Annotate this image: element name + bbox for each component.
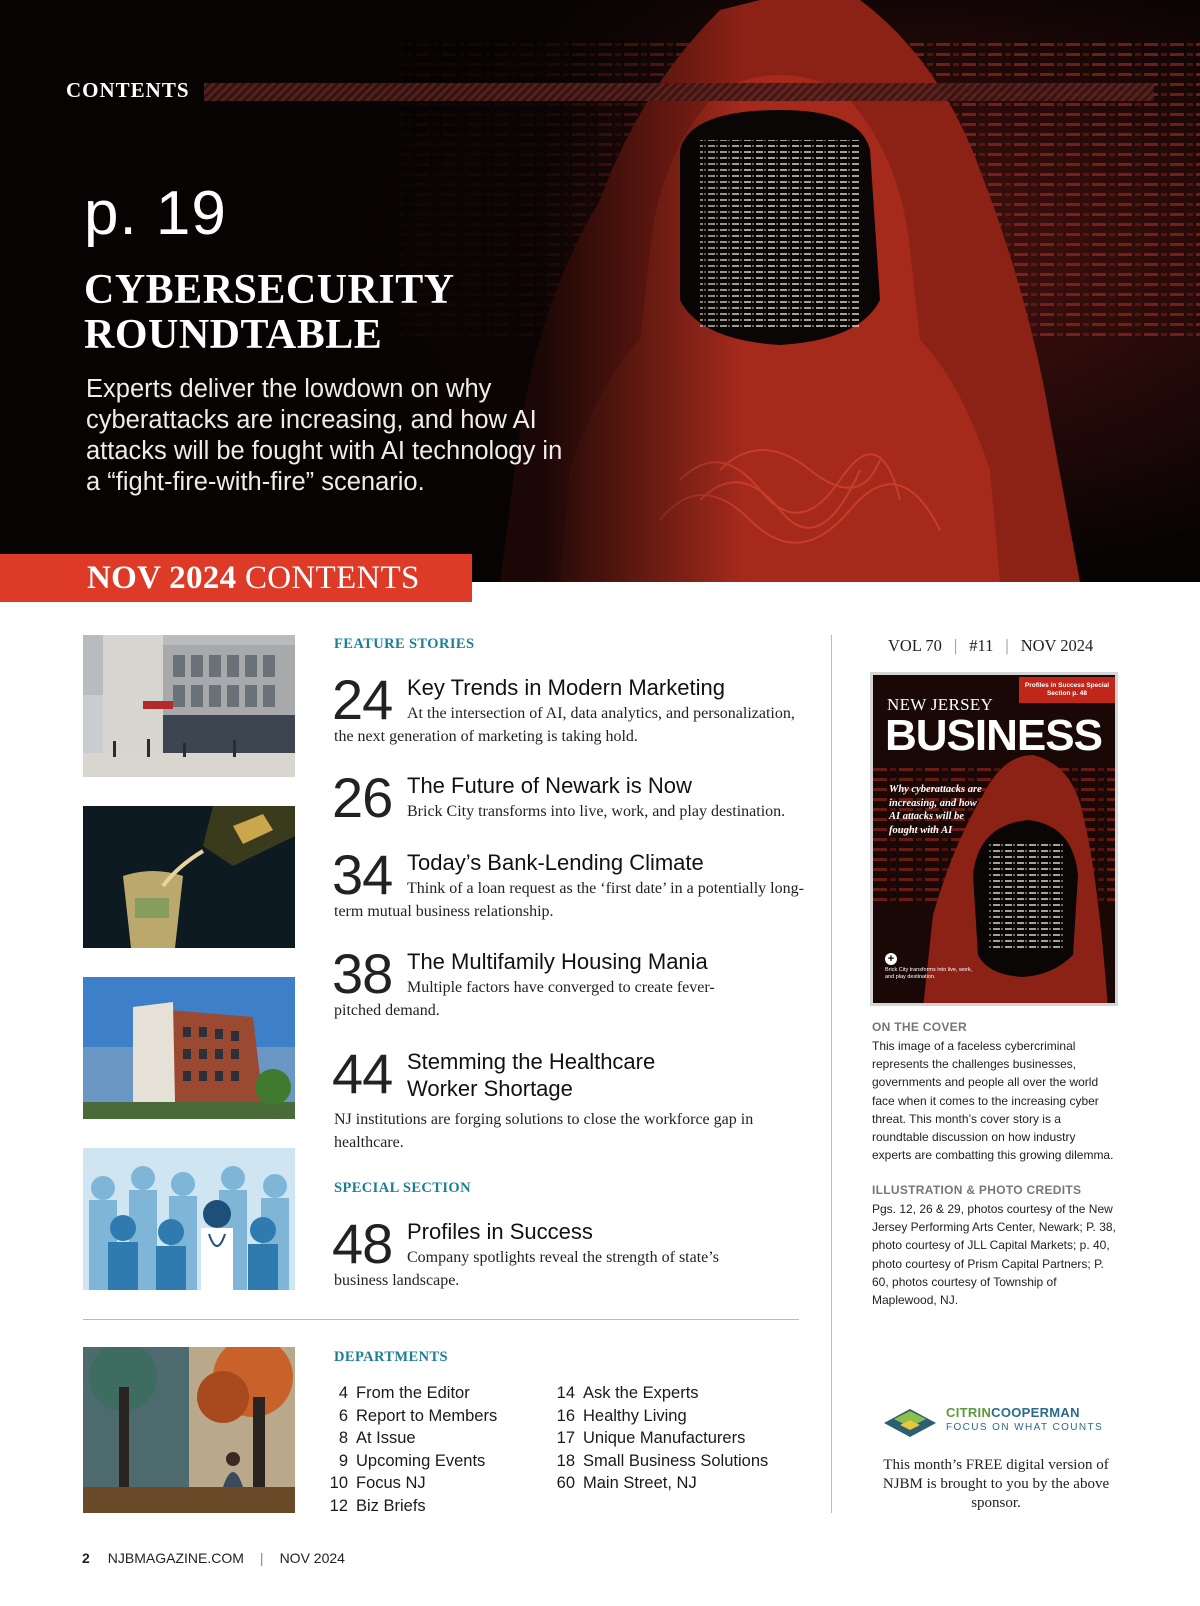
- story-item[interactable]: [332, 1042, 804, 1151]
- page-number: 2: [82, 1550, 90, 1566]
- cover-story-subtitle: Experts deliver the lowdown on why cyberattacks are increasing, and how AI attacks will be fought with AI technology in a “fight-fire-with-fire” scenario.: [86, 375, 563, 496]
- story-item[interactable]: [332, 843, 804, 927]
- story-page-number: 24: [332, 668, 393, 731]
- footer-site[interactable]: NJBMAGAZINE.COM: [107, 1550, 244, 1566]
- story-title: Today’s Bank-Lending Climate: [407, 850, 704, 875]
- issue-contents-banner: [0, 554, 472, 602]
- credits-heading: ILLUSTRATION & PHOTO CREDITS: [872, 1183, 1082, 1197]
- page-footer: [82, 1550, 345, 1566]
- thumbnail-autumn-trees: [83, 1347, 295, 1513]
- departments-heading: DEPARTMENTS: [334, 1349, 448, 1365]
- story-item[interactable]: [332, 942, 804, 1026]
- department-item[interactable]: 10 Focus NJ: [329, 1474, 426, 1492]
- separator: |: [1005, 636, 1009, 655]
- thumbnail-apartment-building: [83, 977, 295, 1119]
- department-item[interactable]: 60 Main Street, NJ: [556, 1474, 697, 1492]
- banner-date: NOV 2024: [87, 560, 237, 596]
- cover-story-title-line1: CYBERSECURITY: [84, 267, 455, 313]
- department-item[interactable]: 9 Upcoming Events: [338, 1451, 486, 1470]
- department-item[interactable]: 8 At Issue: [338, 1429, 416, 1447]
- section-label: CONTENTS: [66, 78, 190, 102]
- special-section-heading: SPECIAL SECTION: [334, 1180, 471, 1196]
- feature-stories-heading: FEATURE STORIES: [334, 636, 475, 652]
- story-title: Stemming the Healthcare Worker Shortage: [407, 1049, 656, 1101]
- section-rule: [204, 83, 1154, 101]
- issue-number: #11: [969, 636, 994, 655]
- department-item[interactable]: 6 Report to Members: [338, 1406, 498, 1425]
- thumbnail-marketing-building: [83, 635, 295, 777]
- story-description: Multiple factors have converged to create fever-pitched demand.: [334, 979, 715, 1019]
- story-item[interactable]: [332, 766, 804, 830]
- story-title: Key Trends in Modern Marketing: [407, 675, 725, 700]
- thumbnail-champagne-pour: [83, 806, 295, 948]
- separator: |: [953, 636, 958, 655]
- cover-tagline: Why cyberattacks are increasing, and how AI attacks will be fought with AI: [889, 784, 982, 836]
- departments-list-right: [553, 1382, 768, 1495]
- story-page-number: 48: [332, 1212, 393, 1275]
- sponsor-note: This month’s FREE digital version of NJBM is brought to you by the above sponsor.: [882, 1457, 1110, 1511]
- department-item[interactable]: 4 From the Editor: [338, 1384, 470, 1402]
- story-description: Company spotlights reveal the strength of state’s business landscape.: [334, 1249, 719, 1289]
- volume-number: VOL 70: [888, 636, 942, 655]
- departments-list-left: [326, 1382, 497, 1517]
- magazine-cover-thumbnail[interactable]: [870, 672, 1118, 1006]
- story-description: NJ institutions are forging solutions to close the workforce gap in healthcare.: [334, 1111, 754, 1151]
- cover-story-page-ref: p. 19: [84, 179, 227, 248]
- on-the-cover-text: This image of a faceless cybercriminal represents the challenges businesses, governments and people all over the world face when it comes to the increasing cyber threat. This month’s cover story is a roundtable discussion on how industry experts are combatting this growing dilemma.: [872, 1039, 1114, 1163]
- banner-label: CONTENTS: [236, 560, 420, 596]
- issue-date: NOV 2024: [1020, 636, 1094, 655]
- department-item[interactable]: 14 Ask the Experts: [556, 1384, 699, 1402]
- department-item[interactable]: 16 Healthy Living: [556, 1406, 687, 1425]
- column-divider: [831, 635, 832, 1513]
- story-description: Brick City transforms into live, work, and play destination.: [407, 803, 786, 820]
- plus-icon: +: [885, 953, 897, 965]
- department-item[interactable]: 12 Biz Briefs: [329, 1496, 426, 1515]
- story-title: The Multifamily Housing Mania: [407, 949, 708, 974]
- footer-date: NOV 2024: [279, 1550, 345, 1566]
- story-description: Think of a loan request as the ‘first date’ in a potentially long-term mutual business relationship.: [334, 880, 804, 920]
- cover-badge: Profiles in Success Special Section p. 48: [1019, 677, 1115, 703]
- sponsor-name: CITRINCOOPERMAN: [946, 1405, 1080, 1420]
- story-item[interactable]: [332, 668, 804, 752]
- story-description: At the intersection of AI, data analytics, and personalization, the next generation of marketing is taking hold.: [334, 705, 795, 745]
- story-title: The Future of Newark is Now: [407, 773, 692, 798]
- cover-masthead-top: NEW JERSEY: [887, 695, 994, 714]
- section-divider: [83, 1319, 799, 1320]
- hero-banner: [0, 0, 1200, 582]
- story-item[interactable]: [332, 1212, 804, 1296]
- story-page-number: 38: [332, 942, 393, 1005]
- on-the-cover-heading: ON THE COVER: [872, 1020, 967, 1034]
- credits-text: Pgs. 12, 26 & 29, photos courtesy of the New Jersey Performing Arts Center, Newark; P. 38, photo courtesy of JLL Capital Markets; p. 40, photo courtesy of Prism Capital Partners; P. 60, photos courtesy of Township of Maplewood, NJ.: [872, 1202, 1116, 1308]
- story-page-number: 26: [332, 766, 393, 829]
- story-page-number: 34: [332, 843, 393, 906]
- cover-masthead-main: BUSINESS: [885, 711, 1102, 760]
- story-page-number: 44: [332, 1042, 393, 1105]
- issue-info: [888, 636, 1093, 656]
- department-item[interactable]: 17 Unique Manufacturers: [556, 1429, 746, 1447]
- thumbnail-healthcare-crowd: [83, 1148, 295, 1290]
- sponsor-tagline: FOCUS ON WHAT COUNTS: [946, 1422, 1104, 1433]
- cover-story-title-line2: ROUNDTABLE: [84, 312, 383, 358]
- story-title: Profiles in Success: [407, 1219, 593, 1244]
- cover-footer-text: Brick City transforms into live, work, and play destination.: [885, 967, 973, 980]
- cover-story-title: [84, 268, 455, 358]
- department-item[interactable]: 18 Small Business Solutions: [556, 1451, 769, 1470]
- separator: |: [259, 1550, 264, 1566]
